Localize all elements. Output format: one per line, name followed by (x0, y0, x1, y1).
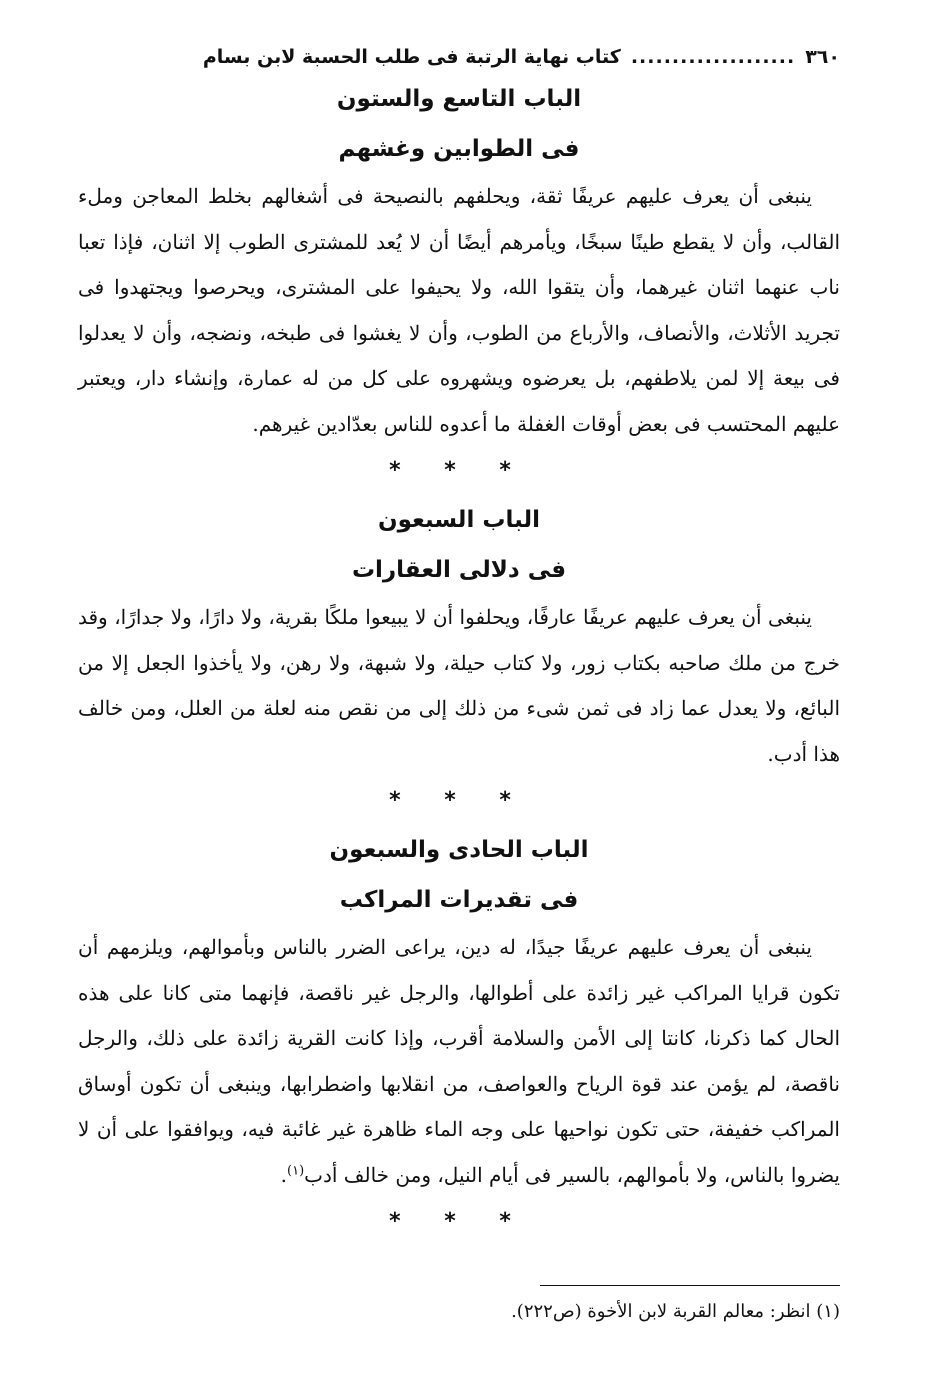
chapter-body: ينبغى أن يعرف عليهم عريفًا عارفًا، ويحلفوا أن لا يبيعوا ملكًا بقرية، ولا دارًا، ولا جدارًا، وقد خرج من ملك صاحبه بكتاب زور، ولا كتاب حيلة، ولا شبهة، ولا رهن، ولا يأخذوا الجعل إلا من البائع، ولا يعدل عما زاد فى ثمن شىء من ذلك إلى من نقص منه لعلة من العلل، ومن خالف هذا أدب. (78, 605, 840, 766)
running-header (78, 40, 840, 74)
section-separator: * * * (389, 1209, 529, 1234)
chapter-body: ينبغى أن يعرف عليهم عريفًا ثقة، ويحلفهم بالنصيحة فى أشغالهم بخلط المعاجن وملء القالب، وأن لا يقطع طينًا سبخًا، ويأمرهم أيضًا أن لا يُعد للمشترى الطوب إلا اثنان، فإذا تعبا ناب عنهما اثنان غيرهما، وأن يتقوا الله، ولا يحيفوا على المشترى، ويحرصوا ويجتهدوا فى تجريد الأثلاث، والأنصاف، والأرباع من الطوب، وأن لا يغشوا فى طبخه، ونضجه، وأن لا يعدلوا فى بيعة إلا لمن يلاطفهم، بل يعرضوه ويشهروه على كل من له عمارة، وإنشاء دار، ويعتبر عليهم المحتسب فى بعض أوقات الغفلة ما أعدوه للناس بعدّادين غيرهم. (78, 184, 840, 436)
footnote-divider (540, 1285, 840, 1286)
chapter-69 (78, 74, 840, 447)
header-dots: .................... (630, 46, 796, 68)
footnote: (١) انظر: معالم القربة لابن الأخوة (ص٢٢٢). (511, 1301, 840, 1322)
chapter-title: الباب التاسع والستون (336, 86, 582, 112)
chapter-body-text: ينبغى أن يعرف عليهم عريفًا جيدًا، له دين، يراعى الضرر بالناس وبأموالهم، ويلزمهم أن تكون قرايا المراكب غير زائدة على أطوالها، والرجل غير ناقصة، فإنهما متى كانا على هذه الحال كما ذكرنا، كانتا إلى الأمن والسلامة أقرب، وإذا كانت القرية زائدة على ذلك، والرجل ناقصة، لم يؤمن عند قوة الرياح والعواصف، من انقلابها واضطرابها، وينبغى أن تكون أوساق المراكب خفيفة، حتى تكون نواحيها على وجه الماء ظاهرة غير غائبة فيه، ويوافقوا على أن لا يضروا بالناس، ولا بأموالهم، بالسير فى أيام النيل، ومن خالف أدب (78, 935, 840, 1187)
chapter-body (78, 925, 840, 1198)
chapter-70 (78, 495, 840, 777)
chapter-subtitle: فى دلالى العقارات (351, 557, 567, 583)
chapter-end-mark: . (280, 1162, 287, 1187)
section-separator: * * * (389, 458, 529, 483)
chapter-title: الباب الحادى والسبعون (329, 837, 589, 863)
book-page (78, 40, 840, 1360)
book-title: كتاب نهاية الرتبة فى طلب الحسبة لابن بسام (202, 46, 621, 68)
footnote-reference[interactable]: (١) (287, 1162, 305, 1178)
chapter-title: الباب السبعون (377, 507, 540, 533)
chapter-subtitle: فى الطوابين وغشهم (338, 136, 580, 162)
page-number: ٣٦٠ (805, 46, 840, 68)
section-separator: * * * (389, 788, 529, 813)
chapter-subtitle: فى تقديرات المراكب (339, 887, 579, 913)
chapter-71 (78, 825, 840, 1198)
